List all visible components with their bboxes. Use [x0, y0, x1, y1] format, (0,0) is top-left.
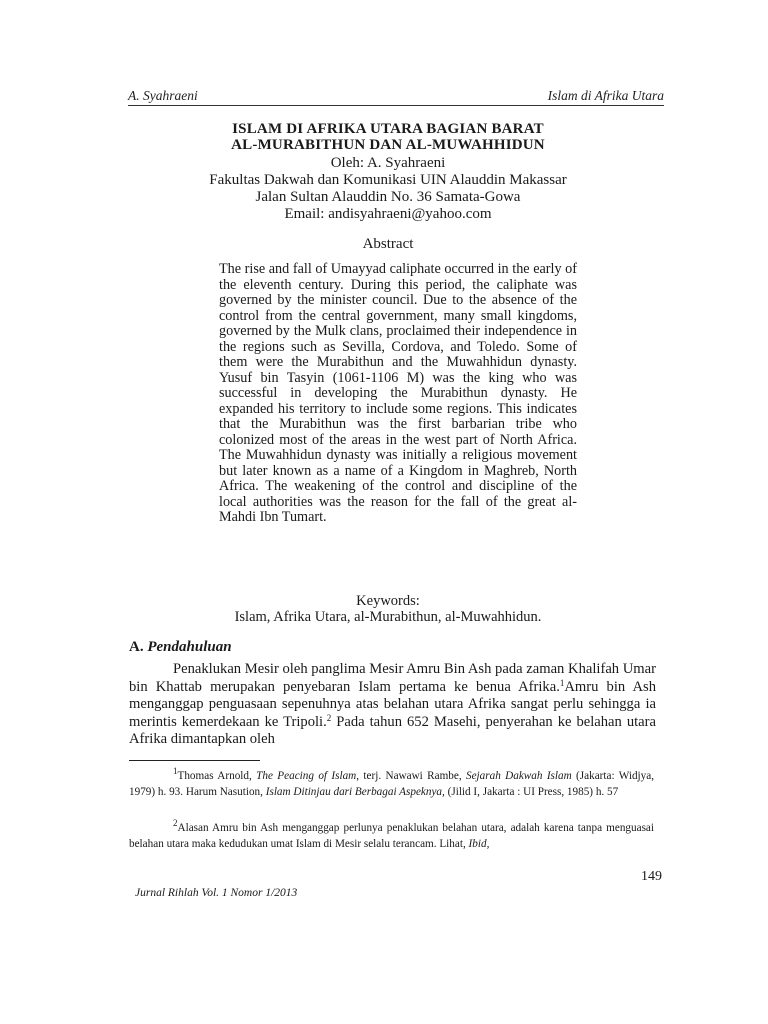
footnote-2-mark: 2	[173, 818, 178, 828]
footnote-rule	[129, 760, 260, 761]
body-text-3: Pada tahun 652 Masehi, penyerahan ke belahan utara Afrika dimantapkan oleh	[129, 713, 656, 748]
header-title: Islam di Afrika Utara	[547, 88, 664, 103]
journal-footer: Jurnal Rihlah Vol. 1 Nomor 1/2013	[135, 887, 298, 899]
footnote-1-text-a: Thomas Arnold,	[177, 770, 257, 782]
footnote-1	[129, 768, 654, 800]
body-text-2: Amru bin Ash menganggap penguasaan sepenuhnya atas belahan utara Afrika sangat perlu sehingga ia merintis kemerdekaan ke Tripoli.	[129, 678, 657, 730]
affiliation: Fakultas Dakwah dan Komunikasi UIN Alauddin Makassar	[209, 172, 567, 188]
footnote-1-text-e: (Jakarta: Widjya, 1979) h. 93. Harum Nasution,	[129, 770, 655, 798]
section-title: Pendahuluan	[147, 639, 232, 655]
address: Jalan Sultan Alauddin No. 36 Samata-Gowa	[255, 189, 521, 205]
section-letter: A.	[129, 639, 144, 655]
abstract-text: The rise and fall of Umayyad caliphate occurred in the early of the eleventh century. During this period, the caliphate was governed by the minister council. Due to the absence of the control from the central government, many small kingdoms, governed by the Mulk clans, proclaimed their independence in the regions such as Sevilla, Cordova, and Toledo. Some of them were the Murabithun and the Muwahhidun dynasty. Yusuf bin Tasyin (1061-1106 M) was the king who was successful in developing the Murabithun dynasty. He expanded his territory to include some regions. This indicates that the Murabithun was the first barbarian tribe who colonized most of the areas in the west part of North Africa. The Muwahhidun dynasty was initially a religious movement but later known as a name of a Kingdom in Maghreb, North Africa. The weakening of the control and discipline of the local authorities was the reason for the fall of the great al-Mahdi Ibn Tumart.	[219, 261, 577, 525]
footnote-ref-1[interactable]: 1	[559, 677, 565, 688]
section-heading	[129, 639, 232, 656]
footnote-1-text-g: (Jilid I, Jakarta : UI Press, 1985) h. 57	[444, 786, 619, 798]
byline: Oleh: A. Syahraeni	[330, 155, 446, 171]
footnote-ref-2[interactable]: 2	[326, 712, 332, 723]
page-number: 149	[641, 869, 662, 884]
keywords-text: Islam, Afrika Utara, al-Murabithun, al-Muwahhidun.	[234, 609, 542, 625]
body-paragraph	[129, 661, 656, 749]
footnote-2-text: Alasan Amru bin Ash menganggap perlunya penaklukan belahan utara, adalah karena tanpa menguasai belahan utara maka kedudukan umat Islam di Mesir selalu terancam. Lihat,	[129, 822, 654, 850]
article-title	[128, 121, 648, 153]
footnote-1-book-title: The Peacing of Islam,	[256, 770, 360, 782]
title-line-1: ISLAM DI AFRIKA UTARA BAGIAN BARAT	[232, 121, 544, 137]
body-text-1: Penaklukan Mesir oleh panglima Mesir Amru Bin Ash pada zaman Khalifah Umar bin Khattab merupakan penyebaran Islam pertama ke benua Afrika.	[129, 661, 656, 695]
footnote-1-text-c: terj. Nawawi Rambe,	[359, 770, 466, 782]
author-block	[128, 155, 648, 223]
footnote-1-book-title-3: Islam Ditinjau dari Berbagai Aspeknya,	[265, 786, 445, 798]
header-author: A. Syahraeni	[128, 88, 198, 103]
footnote-1-book-title-2: Sejarah Dakwah Islam	[466, 770, 572, 782]
email: Email: andisyahraeni@yahoo.com	[284, 206, 492, 222]
title-line-2: AL-MURABITHUN DAN AL-MUWAHHIDUN	[231, 137, 545, 153]
footnote-2	[129, 820, 654, 852]
running-header	[128, 88, 664, 104]
keywords-heading: Keywords:	[356, 593, 420, 609]
footnote-2-ibid: Ibid,	[468, 838, 490, 850]
footnote-1-mark: 1	[173, 766, 178, 776]
abstract-heading: Abstract	[362, 236, 414, 252]
header-rule	[128, 105, 664, 106]
